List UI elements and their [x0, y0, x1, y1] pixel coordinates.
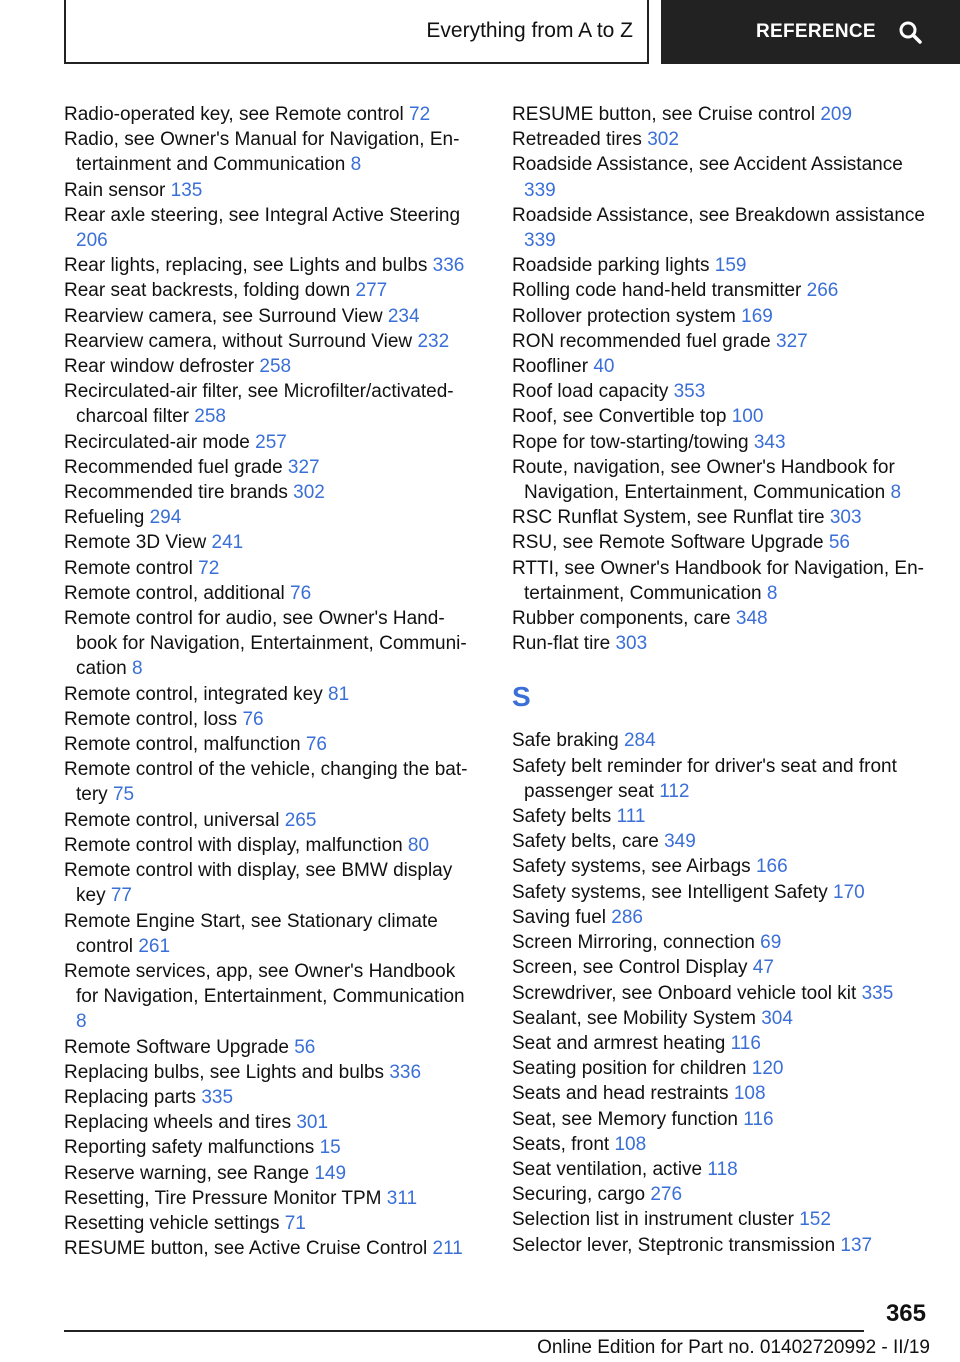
- entry-text: Safety belts: [512, 806, 612, 828]
- index-entry: [512, 754, 932, 804]
- index-entry: [64, 379, 478, 429]
- index-entry: [512, 631, 932, 656]
- entry-text: Recirculated-air mode: [64, 431, 250, 453]
- index-entry: [64, 808, 478, 833]
- footer-divider: [64, 1330, 864, 1332]
- index-entry: [64, 102, 478, 127]
- index-entry: [512, 804, 932, 829]
- entry-text: Remote control of the vehicle, changing the battery: [64, 759, 468, 806]
- page-link[interactable]: 266: [806, 280, 839, 302]
- page-link[interactable]: 241: [211, 532, 244, 554]
- index-entry: [512, 1107, 932, 1132]
- page-link[interactable]: 302: [647, 129, 679, 151]
- page-link[interactable]: 8: [76, 1011, 87, 1033]
- index-entry: [512, 203, 932, 253]
- page-link[interactable]: 81: [328, 683, 350, 705]
- index-entry: [64, 858, 478, 908]
- index-entry: [512, 304, 932, 329]
- page-link[interactable]: 349: [664, 831, 696, 853]
- index-entry: [64, 1161, 478, 1186]
- entry-text: Remote control with display, malfunction: [64, 834, 403, 856]
- entry-text: Remote Engine Start, see Stationary climate control: [64, 910, 438, 957]
- index-entry: [64, 530, 478, 555]
- page-link[interactable]: 56: [294, 1036, 316, 1058]
- entry-text: RSC Runflat System, see Runflat tire: [512, 507, 825, 529]
- index-entry: [64, 127, 478, 177]
- entry-text: Roadside parking lights: [512, 255, 710, 277]
- page-link[interactable]: 284: [623, 730, 656, 752]
- entry-text: Reporting safety malfunctions: [64, 1137, 315, 1159]
- index-entry: [64, 732, 478, 757]
- page-link[interactable]: 76: [305, 734, 327, 756]
- entry-text: Safe braking: [512, 730, 619, 752]
- page-link[interactable]: 100: [731, 406, 764, 428]
- page-link[interactable]: 335: [201, 1086, 234, 1108]
- entry-text: Rubber components, care: [512, 608, 731, 630]
- page-link[interactable]: 211: [432, 1238, 463, 1260]
- page-link[interactable]: 304: [761, 1007, 793, 1029]
- index-entry: [512, 102, 932, 127]
- page-link[interactable]: 294: [149, 507, 182, 529]
- index-entry: [512, 1081, 932, 1106]
- page-link[interactable]: 311: [386, 1187, 418, 1209]
- page-link[interactable]: 108: [614, 1133, 647, 1155]
- index-group-s: [512, 728, 932, 1257]
- index-entry: [512, 1182, 932, 1207]
- entry-text: RON recommended fuel grade: [512, 330, 771, 352]
- index-entry: [512, 955, 932, 980]
- index-entry: [512, 278, 932, 303]
- entry-text: Roof, see Convertible top: [512, 406, 727, 428]
- entry-text: Rearview camera, see Surround View: [64, 305, 383, 327]
- entry-text: Safety systems, see Intelligent Safety: [512, 881, 828, 903]
- entry-text: Replacing parts: [64, 1086, 197, 1108]
- entry-text: Saving fuel: [512, 906, 607, 928]
- page-link[interactable]: 80: [407, 834, 430, 856]
- entry-text: Rear seat backrests, folding down: [64, 280, 351, 302]
- entry-text: Sealant, see Mobility System: [512, 1007, 756, 1029]
- entry-text: Roof load capacity: [512, 381, 669, 403]
- page-link[interactable]: 277: [355, 280, 388, 302]
- page-link[interactable]: 8: [766, 582, 778, 604]
- entry-text: Rear lights, replacing, see Lights and bulbs: [64, 255, 428, 277]
- index-entry: [512, 404, 932, 429]
- page-link[interactable]: 232: [417, 330, 450, 352]
- index-entry: [64, 480, 478, 505]
- page-link[interactable]: 72: [409, 104, 431, 125]
- page-link[interactable]: 72: [198, 557, 220, 579]
- page-link[interactable]: 258: [194, 406, 226, 428]
- index-entry: [64, 203, 478, 253]
- page-link[interactable]: 209: [820, 104, 853, 125]
- index-entry: [512, 430, 932, 455]
- index-entry: [64, 329, 478, 354]
- entry-text: Seat, see Memory function: [512, 1108, 738, 1130]
- index-entry: [64, 455, 478, 480]
- index-entry: [64, 959, 478, 1035]
- page-link[interactable]: 47: [752, 957, 774, 979]
- edition-note: Online Edition for Part no. 01402720992 - II/19: [537, 1337, 930, 1358]
- page-link[interactable]: 336: [432, 255, 465, 277]
- index-entry: [64, 1110, 478, 1135]
- index-entry: [512, 354, 932, 379]
- page-link[interactable]: 339: [524, 230, 556, 252]
- entry-text: RESUME button, see Active Cruise Control: [64, 1238, 428, 1260]
- index-column-right: [512, 102, 932, 1258]
- index-entry: [64, 581, 478, 606]
- page-link[interactable]: 335: [861, 982, 894, 1004]
- page-link[interactable]: 159: [714, 255, 747, 277]
- section-letter: S: [512, 681, 531, 713]
- entry-text: Seating position for children: [512, 1058, 747, 1080]
- entry-text: RTTI, see Owner's Handbook for Navigation, Entertainment, Communication: [512, 557, 924, 604]
- entry-text: Remote control, loss: [64, 708, 238, 730]
- index-entry: [64, 909, 478, 959]
- index-entry: [64, 707, 478, 732]
- index-entry: [512, 1157, 932, 1182]
- index-entry: [64, 430, 478, 455]
- page-link[interactable]: 170: [833, 881, 865, 903]
- entry-text: Remote control, universal: [64, 809, 280, 831]
- entry-text: Retreaded tires: [512, 129, 642, 151]
- index-entry: [512, 1132, 932, 1157]
- index-entry: [512, 1207, 932, 1232]
- entry-text: Securing, cargo: [512, 1184, 646, 1206]
- entry-text: Remote control for audio, see Owner's Handbook for Navigation, Entertainment, Communication: [64, 608, 467, 680]
- entry-text: Recommended tire brands: [64, 482, 288, 504]
- page-link[interactable]: 40: [593, 356, 615, 378]
- entry-text: Reserve warning, see Range: [64, 1162, 310, 1184]
- index-entry: [512, 1056, 932, 1081]
- page-link[interactable]: 302: [293, 482, 325, 504]
- index-entry: [512, 829, 932, 854]
- page-link[interactable]: 348: [735, 608, 768, 630]
- page-link[interactable]: 327: [776, 330, 808, 352]
- entry-text: Seat ventilation, active: [512, 1158, 703, 1180]
- entry-text: Seat and armrest heating: [512, 1032, 726, 1054]
- page-link[interactable]: 169: [741, 305, 773, 327]
- index-entry: [64, 1060, 478, 1085]
- entry-text: Recirculated-air filter, see Microfilter/activated-charcoal filter: [64, 381, 454, 428]
- page-link[interactable]: 76: [242, 708, 264, 730]
- page-link[interactable]: 327: [287, 456, 320, 478]
- index-entry: [512, 329, 932, 354]
- entry-text: RSU, see Remote Software Upgrade: [512, 532, 824, 554]
- index-entry: [64, 757, 478, 807]
- page-link[interactable]: 303: [615, 633, 648, 655]
- entry-text: Rain sensor: [64, 179, 166, 201]
- index-group-r: [512, 102, 932, 656]
- entry-text: Remote control, integrated key: [64, 683, 323, 705]
- page-link[interactable]: 152: [799, 1209, 831, 1231]
- index-entry: [512, 854, 932, 879]
- index-entry: [512, 606, 932, 631]
- index-entry: [64, 278, 478, 303]
- index-entry: [64, 178, 478, 203]
- page-number: 365: [885, 1300, 926, 1327]
- page-link[interactable]: 166: [755, 856, 788, 878]
- entry-text: Seats, front: [512, 1133, 610, 1155]
- page-link[interactable]: 15: [319, 1137, 341, 1159]
- entry-text: Resetting, Tire Pressure Monitor TPM: [64, 1187, 382, 1209]
- entry-text: Screen, see Control Display: [512, 957, 748, 979]
- entry-text: Safety systems, see Airbags: [512, 856, 751, 878]
- entry-text: Rear axle steering, see Integral Active Steering: [64, 204, 461, 226]
- page-link[interactable]: 276: [650, 1184, 683, 1206]
- page-link[interactable]: 257: [255, 431, 287, 453]
- page-link[interactable]: 116: [730, 1032, 761, 1054]
- entry-text: Replacing wheels and tires: [64, 1112, 292, 1134]
- page-link[interactable]: 353: [673, 381, 706, 403]
- entry-text: Roadside Assistance, see Breakdown assistance: [512, 204, 925, 226]
- index-entry: [64, 354, 478, 379]
- index-entry: [64, 682, 478, 707]
- entry-text: Refueling: [64, 507, 145, 529]
- index-entry: [64, 505, 478, 530]
- index-entry: [512, 1233, 932, 1258]
- page-link[interactable]: 234: [387, 305, 420, 327]
- entry-text: Recommended fuel grade: [64, 456, 283, 478]
- index-entry: [64, 253, 478, 278]
- index-entry: [512, 981, 932, 1006]
- index-entry: [64, 606, 478, 682]
- page-link[interactable]: 258: [259, 356, 292, 378]
- entry-text: Seats and head restraints: [512, 1083, 729, 1105]
- page-link[interactable]: 8: [890, 482, 902, 504]
- entry-text: Remote 3D View: [64, 532, 207, 554]
- index-entry: [512, 379, 932, 404]
- entry-text: Roofliner: [512, 356, 589, 378]
- entry-text: Remote control, malfunction: [64, 734, 301, 756]
- index-entry: [512, 930, 932, 955]
- index-entry: [64, 556, 478, 581]
- page-link[interactable]: 71: [284, 1212, 306, 1234]
- index-entry: [64, 1236, 478, 1261]
- entry-text: Rope for tow-starting/towing: [512, 431, 749, 453]
- entry-text: Resetting vehicle settings: [64, 1212, 280, 1234]
- page-link[interactable]: 265: [284, 809, 317, 831]
- page-link[interactable]: 339: [524, 179, 556, 201]
- entry-text: Radio, see Owner's Manual for Navigation, Entertainment and Communication: [64, 129, 460, 176]
- index-entry: [64, 1035, 478, 1060]
- index-entry: [512, 1006, 932, 1031]
- search-icon[interactable]: [898, 20, 922, 44]
- entry-text: Route, navigation, see Owner's Handbook for Navigation, Entertainment, Communication: [512, 456, 895, 504]
- index-entry: [64, 833, 478, 858]
- chapter-tab[interactable]: [661, 0, 960, 64]
- index-entry: [512, 905, 932, 930]
- page-link[interactable]: 8: [131, 658, 143, 680]
- page-link[interactable]: 76: [290, 582, 312, 604]
- entry-text: Remote services, app, see Owner's Handbook for Navigation, Entertainment, Communication: [64, 960, 465, 1008]
- entry-text: Remote control with display, see BMW display key: [64, 860, 453, 907]
- index-entry: [512, 530, 932, 555]
- page-link[interactable]: 111: [616, 806, 646, 828]
- page-link[interactable]: 286: [611, 906, 643, 928]
- page-link[interactable]: 301: [296, 1112, 329, 1134]
- entry-text: Roadside Assistance, see Accident Assistance: [512, 154, 903, 176]
- page-link[interactable]: 116: [743, 1108, 774, 1130]
- index-entry: [512, 253, 932, 278]
- page-link[interactable]: 149: [314, 1162, 347, 1184]
- index-entry: [64, 1186, 478, 1211]
- entry-text: Run-flat tire: [512, 633, 611, 655]
- page-link[interactable]: 75: [112, 784, 135, 806]
- entry-text: Screwdriver, see Onboard vehicle tool kit: [512, 982, 857, 1004]
- index-entry: [512, 728, 932, 753]
- index-entry: [512, 880, 932, 905]
- index-entry: [512, 1031, 932, 1056]
- page-link[interactable]: 261: [138, 935, 171, 957]
- entry-text: Remote Software Upgrade: [64, 1036, 289, 1058]
- index-column-left: [64, 102, 478, 1261]
- index-entry: [64, 1211, 478, 1236]
- index-entry: [64, 1085, 478, 1110]
- entry-text: Screen Mirroring, connection: [512, 932, 755, 954]
- entry-text: Remote control, additional: [64, 582, 285, 604]
- index-entry: [512, 152, 932, 202]
- index-entry: [512, 556, 932, 606]
- entry-text: Rearview camera, without Surround View: [64, 330, 413, 352]
- page-link[interactable]: 56: [828, 532, 850, 554]
- entry-text: Safety belt reminder for driver's seat and front passenger seat: [512, 755, 897, 802]
- section-header: [64, 0, 649, 64]
- index-entry: [64, 304, 478, 329]
- index-entry: [512, 455, 932, 505]
- index-entry: [512, 505, 932, 530]
- page-link[interactable]: 120: [751, 1058, 784, 1080]
- page-link[interactable]: 303: [829, 507, 862, 529]
- entry-text: RESUME button, see Cruise control: [512, 104, 816, 125]
- page-link[interactable]: 108: [733, 1083, 766, 1105]
- entry-text: Selection list in instrument cluster: [512, 1209, 794, 1231]
- entry-text: Remote control: [64, 557, 193, 579]
- page-link[interactable]: 118: [707, 1158, 738, 1180]
- entry-text: Safety belts, care: [512, 831, 659, 853]
- page-link[interactable]: 8: [350, 154, 362, 176]
- entry-text: Rear window defroster: [64, 356, 255, 378]
- page-link[interactable]: 336: [389, 1061, 422, 1083]
- page-link[interactable]: 137: [840, 1234, 873, 1256]
- section-title: Everything from A to Z: [426, 19, 633, 42]
- index-entry: [64, 1135, 478, 1160]
- page-link[interactable]: 112: [659, 780, 690, 802]
- page-link[interactable]: 206: [76, 230, 108, 252]
- entry-text: Rollover protection system: [512, 305, 736, 327]
- page-link[interactable]: 135: [170, 179, 203, 201]
- entry-text: Radio-operated key, see Remote control: [64, 104, 404, 125]
- index-entry: [512, 127, 932, 152]
- page-link[interactable]: 69: [760, 932, 782, 954]
- entry-text: Replacing bulbs, see Lights and bulbs: [64, 1061, 385, 1083]
- entry-text: Rolling code hand-held transmitter: [512, 280, 802, 302]
- chapter-label: REFERENCE: [756, 21, 876, 42]
- page-link[interactable]: 343: [753, 431, 786, 453]
- page-link[interactable]: 77: [110, 885, 132, 907]
- entry-text: Selector lever, Steptronic transmission: [512, 1234, 836, 1256]
